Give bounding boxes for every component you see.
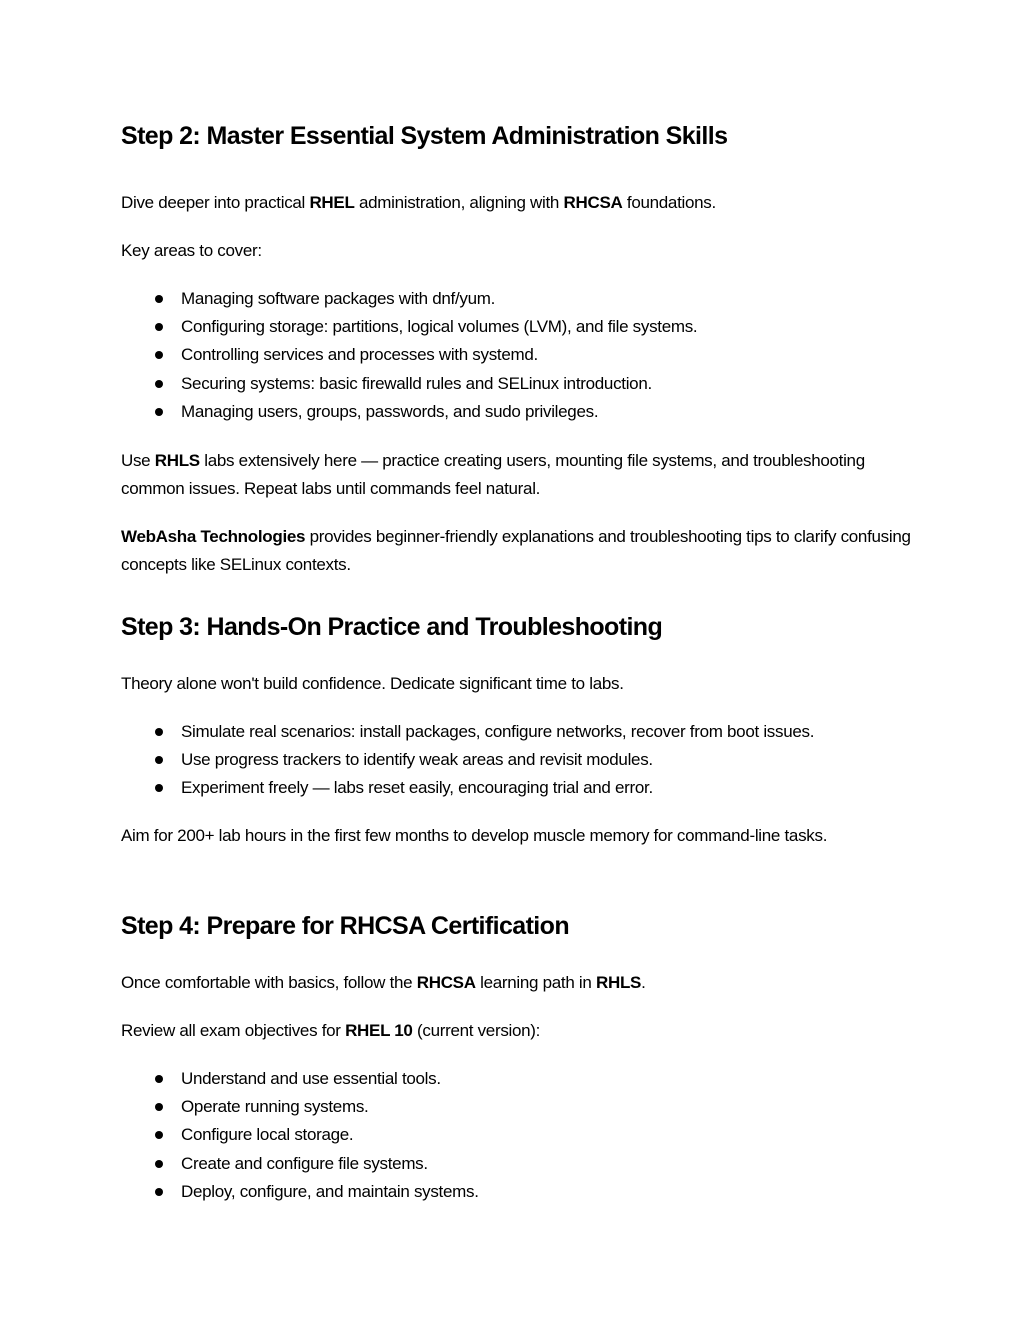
bullet-icon xyxy=(155,1075,163,1083)
list-item: Configure local storage. xyxy=(121,1121,479,1149)
list-item: Create and configure file systems. xyxy=(121,1150,479,1178)
step4-heading: Step 4: Prepare for RHCSA Certification xyxy=(121,912,569,940)
step2-intro: Dive deeper into practical RHEL administration, aligning with RHCSA foundations. xyxy=(121,193,716,212)
bullet-icon xyxy=(155,1103,163,1111)
list-item: Configuring storage: partitions, logical volumes (LVM), and file systems. xyxy=(121,313,697,341)
list-item: Deploy, configure, and maintain systems. xyxy=(121,1178,479,1206)
step3-heading: Step 3: Hands-On Practice and Troubleshooting xyxy=(121,613,663,641)
step4-intro: Once comfortable with basics, follow the RHCSA learning path in RHLS. xyxy=(121,973,646,992)
bullet-icon xyxy=(155,408,163,416)
bullet-icon xyxy=(155,728,163,736)
list-item: Understand and use essential tools. xyxy=(121,1065,479,1093)
list-item: Managing software packages with dnf/yum. xyxy=(121,285,697,313)
bullet-icon xyxy=(155,1188,163,1196)
list-item: Securing systems: basic firewalld rules and SELinux introduction. xyxy=(121,370,697,398)
step2-bullet-list xyxy=(121,285,697,426)
bullet-icon xyxy=(155,380,163,388)
list-item: Experiment freely — labs reset easily, encouraging trial and error. xyxy=(121,774,814,802)
step4-review: Review all exam objectives for RHEL 10 (current version): xyxy=(121,1021,541,1040)
bullet-icon xyxy=(155,784,163,792)
bullet-icon xyxy=(155,295,163,303)
bullet-icon xyxy=(155,1131,163,1139)
list-item: Use progress trackers to identify weak areas and revisit modules. xyxy=(121,746,814,774)
step2-heading: Step 2: Master Essential System Administration Skills xyxy=(121,122,728,150)
list-item: Operate running systems. xyxy=(121,1093,479,1121)
step3-aim-paragraph: Aim for 200+ lab hours in the first few months to develop muscle memory for command-line tasks. xyxy=(121,826,828,845)
list-item: Controlling services and processes with systemd. xyxy=(121,341,697,369)
bullet-icon xyxy=(155,756,163,764)
step3-intro: Theory alone won't build confidence. Dedicate significant time to labs. xyxy=(121,674,624,693)
list-item: Managing users, groups, passwords, and sudo privileges. xyxy=(121,398,697,426)
step2-webasha-paragraph: WebAsha Technologies provides beginner-friendly explanations and troubleshooting tips to clarify confusing concepts like SELinux contexts. xyxy=(121,527,911,574)
step2-key-areas-label: Key areas to cover: xyxy=(121,241,262,260)
bullet-icon xyxy=(155,351,163,359)
bullet-icon xyxy=(155,323,163,331)
step3-bullet-list xyxy=(121,718,814,803)
list-item: Simulate real scenarios: install packages, configure networks, recover from boot issues. xyxy=(121,718,814,746)
step2-rhls-paragraph: Use RHLS labs extensively here — practice creating users, mounting file systems, and troubleshooting common issues. Repeat labs until commands feel natural. xyxy=(121,451,865,498)
bullet-icon xyxy=(155,1160,163,1168)
step4-bullet-list xyxy=(121,1065,479,1206)
